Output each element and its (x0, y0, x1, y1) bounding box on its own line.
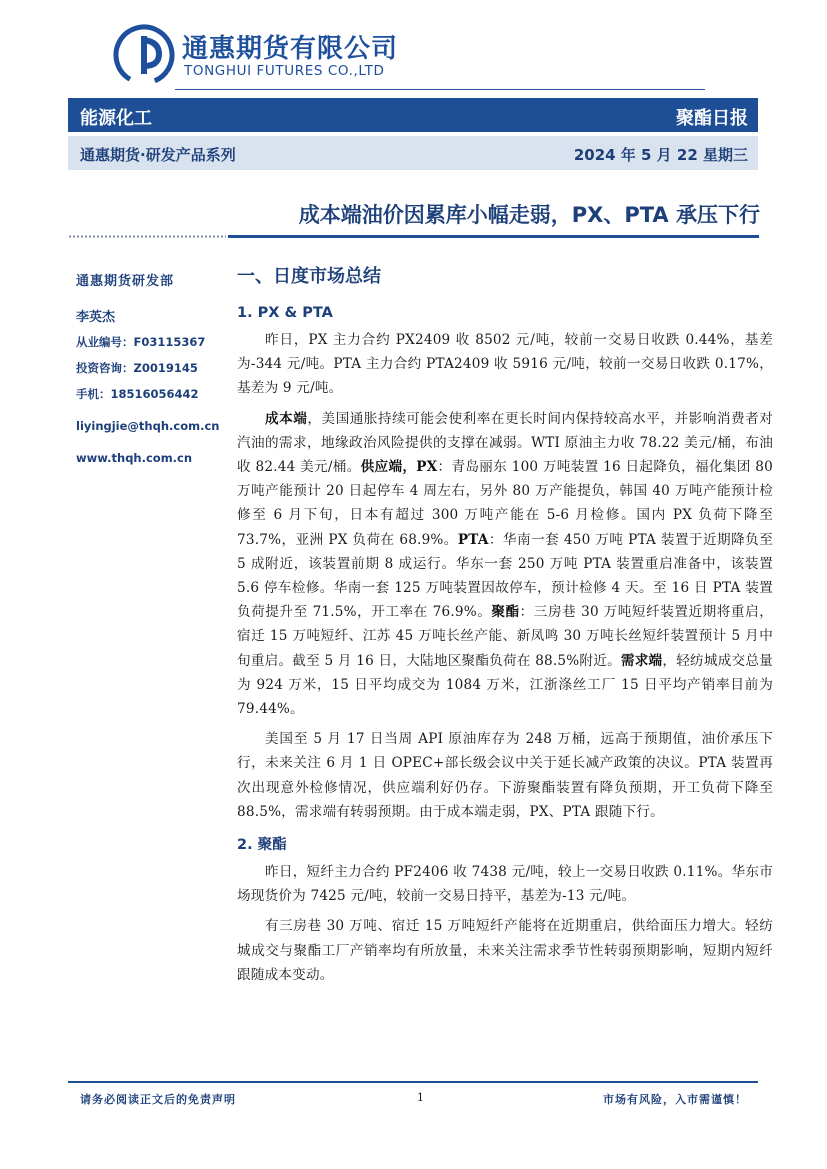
company-name-en: TONGHUI FUTURES CO.,LTD (184, 63, 385, 79)
company-name-cn: 通惠期货有限公司 (182, 34, 399, 64)
report-date: 2024 年 5 月 22 星期三 (573, 146, 748, 164)
company-website[interactable]: www.thqh.com.cn (76, 451, 193, 465)
invest-value: Z0019145 (133, 361, 198, 375)
paragraph-px-pta-prices: 昨日，PX 主力合约 PX2409 收 8502 元/吨，较前一交易日收跌 0.44%，基差为-344 元/吨。PTA 主力合约 PTA2409 收 5916 元/吨，较前一交易日收跌 0.17%，基差为 9 元/吨。 (237, 332, 773, 397)
report-series-band (68, 136, 758, 170)
keyword-polyester: 聚酯 (491, 604, 520, 621)
keyword-supply: 供应端，PX (360, 459, 438, 476)
department-name: 通惠期货研发部 (76, 274, 175, 289)
analyst-name: 李英杰 (76, 310, 116, 325)
author-sidebar (76, 270, 226, 465)
phone-value: 18516056442 (110, 387, 199, 401)
report-title: 成本端油价因累库小幅走弱，PX、PTA 承压下行 (298, 203, 760, 227)
analyst-email[interactable]: liyingjie@thqh.com.cn (76, 419, 220, 433)
keyword-demand: 需求端 (620, 652, 663, 669)
paragraph-staple-fiber-outlook: 有三房巷 30 万吨、宿迁 15 万吨短纤产能将在近期重启，供给面压力增大。轻纺城成交与聚酯工厂产销率均有所放量，未来关注需求季节性转弱预期影响，短期内短纤跟随成本变动。 (237, 918, 773, 983)
company-logo-icon (113, 24, 175, 86)
title-rule (228, 235, 759, 238)
text-pta: ：华南一套 450 万吨 PTA 装置于近期降负至 5 成附近，该装置前期 8 成运行。华东一套 250 万吨 PTA 装置重启准备中，该装置 5.6 停车检修。华南一套 125 万吨装置因故停车，预计检修 4 天。至 16 日 PTA 装置负荷提升至 71.5%，开工率在 76.9%。 (237, 531, 773, 621)
text-cost: ，美国通胀持续可能会使利率在更长时间内保持较高水平，并影响消费者对汽油的需求，地缘政治风险提供的支撑在减弱。WTI 原油主力收 78.22 美元/桶，布油收 82.44 美元/桶。 (237, 410, 773, 476)
keyword-cost: 成本端 (265, 410, 308, 427)
report-body (237, 262, 773, 993)
report-type-label: 聚酯日报 (676, 108, 748, 129)
invest-label: 投资咨询： (76, 361, 134, 375)
phone-number (76, 381, 226, 407)
text-polyester: ：三房巷 30 万吨短纤装置近期将重启，宿迁 15 万吨短纤、江苏 45 万吨长丝产能、新凤鸣 30 万吨长丝短纤装置预计 5 月中旬重启。截至 5 月 16 日，大陆地区聚酯负荷在 88.5%附近。 (237, 604, 774, 669)
sector-label: 能源化工 (80, 108, 152, 129)
invest-consult-number (76, 355, 226, 381)
page-header (0, 0, 827, 92)
keyword-pta: PTA (457, 531, 489, 548)
text-supply: ：青岛丽东 100 万吨装置 16 日起降负，福化集团 80 万吨产能预计 20 日起停车 4 周左右，另外 80 万产能提负，韩国 40 万吨产能预计检修至 6 月下旬，日本有超过 300 万吨产能在 5-6 月检修。国内 PX 负荷下降至 73.7%，亚洲 PX 负荷在 68.9%。 (237, 459, 773, 548)
text-demand: ，轻纺城成交总量为 924 万米，15 日平均成交为 1084 万米，江浙涤丝工厂 15 日平均产销率目前为 79.44%。 (237, 652, 773, 718)
page-number: 1 (417, 1091, 424, 1104)
section-heading-daily-summary: 一、日度市场总结 (237, 266, 381, 287)
header-divider (175, 89, 705, 90)
title-dotted-rule (68, 235, 226, 238)
cert-label: 从业编号： (76, 335, 134, 349)
subsection-heading-polyester: 2. 聚酯 (237, 837, 287, 854)
series-label: 通惠期货·研发产品系列 (80, 146, 236, 164)
paragraph-market-drivers (237, 407, 773, 722)
cert-value: F03115367 (133, 335, 206, 349)
paragraph-outlook: 美国至 5 月 17 日当周 API 原油库存为 248 万桶，远高于预期值，油价承压下行，未来关注 6 月 1 日 OPEC+部长级会议中关于延长减产政策的决议。PTA 装置再次出现意外检修情况，供应端利好仍存。下游聚酯装置有降负预期，开工负荷下降至 88.5%，需求端有转弱预期。由于成本端走弱，PX、PTA 跟随下行。 (237, 731, 773, 820)
cert-number (76, 329, 226, 355)
paragraph-staple-fiber-prices: 昨日，短纤主力合约 PF2406 收 7438 元/吨，较上一交易日收跌 0.11%。华东市场现货价为 7425 元/吨，较前一交易日持平，基差为-13 元/吨。 (237, 864, 773, 905)
phone-label: 手机： (76, 387, 111, 401)
risk-warning: 市场有风险，入市需谨慎！ (603, 1093, 747, 1106)
disclaimer-notice[interactable]: 请务必阅读正文后的免责声明 (80, 1093, 236, 1106)
footer-divider (68, 1081, 758, 1083)
report-category-band (68, 98, 758, 132)
subsection-heading-px-pta: 1. PX & PTA (237, 305, 333, 321)
